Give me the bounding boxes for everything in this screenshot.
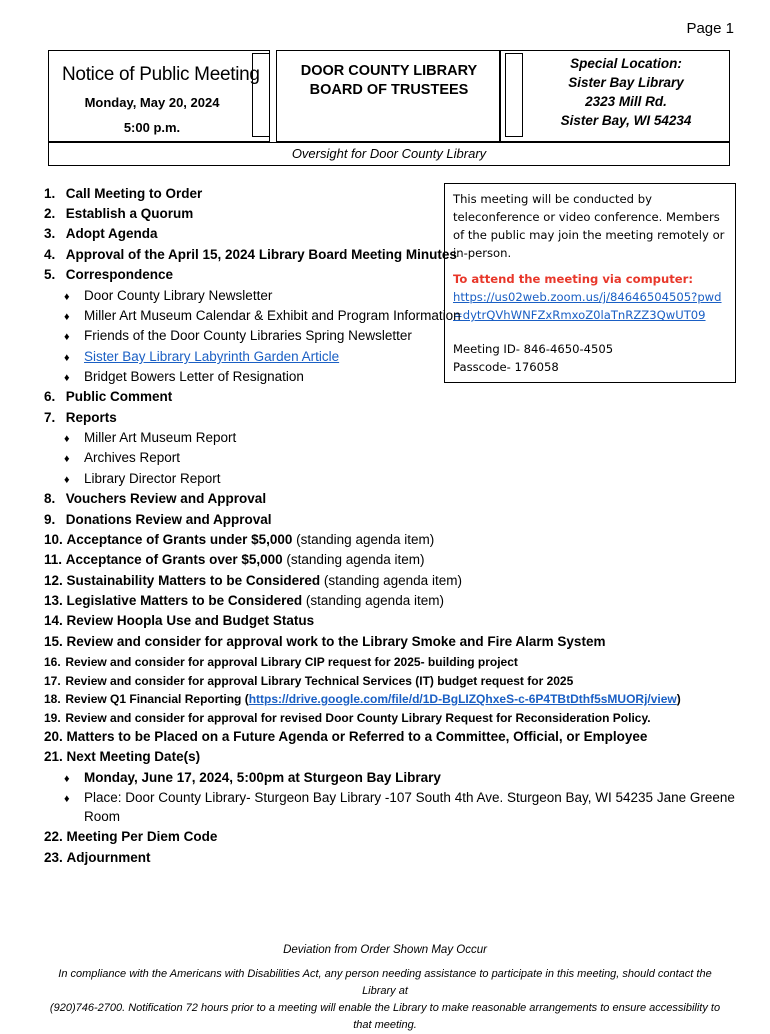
agenda-item [44, 612, 314, 630]
item-number: 6. [44, 389, 56, 404]
location-line3: 2323 Mill Rd. [585, 94, 667, 109]
agenda-subitem [44, 470, 221, 489]
agenda-item [44, 205, 193, 223]
item-text: Public Comment [65, 389, 173, 404]
agenda-item [44, 246, 457, 264]
agenda-item [44, 490, 266, 508]
agenda-item [44, 409, 117, 427]
ada-notice-line2: (920)746-2700. Notification 72 hours prior to a meeting will enable the Library to make reasonable arrangements to ensure accessibility to that meeting. [49, 1002, 721, 1031]
item-text: Review and consider for approval work to the Library Smoke and Fire Alarm System [66, 634, 606, 649]
item-text: Adjournment [66, 850, 151, 865]
agenda-subitem [44, 449, 180, 468]
remote-intro: This meeting will be conducted by teleconference or video conference. Members of the public may join the meeting remotely or in-person. [453, 192, 725, 260]
location-line4: Sister Bay, WI 54234 [560, 113, 692, 128]
item-number: 16. [44, 655, 61, 669]
item-text: Matters to be Placed on a Future Agenda or Referred to a Committee, Official, or Employee [66, 729, 648, 744]
agenda-item [44, 592, 444, 610]
item-text: Reports [65, 410, 117, 425]
item-number: 2. [44, 206, 56, 221]
item-number: 4. [44, 247, 56, 262]
item-number: 7. [44, 410, 56, 425]
item-number: 23. [44, 850, 63, 865]
item-number: 10. [44, 532, 63, 547]
bullet-icon: ♦ [64, 372, 70, 384]
item-text: Review Q1 Financial Reporting ( [65, 692, 249, 706]
agenda-item [44, 225, 158, 243]
agenda-item [44, 388, 172, 406]
agenda-item [44, 572, 462, 590]
agenda-subitem [44, 368, 304, 387]
board-title-line1: DOOR COUNTY LIBRARY [300, 63, 478, 79]
remote-info-box [444, 183, 736, 383]
item-number: 8. [44, 491, 56, 506]
item-text: Review and consider for approval Library CIP request for 2025- building project [65, 655, 518, 669]
agenda-item [44, 728, 647, 746]
agenda-subitem [44, 769, 441, 788]
zoom-link[interactable]: https://us02web.zoom.us/j/84646504505?pwd=dytrQVhWNFZxRmxoZ0laTnRZZ3QwUT09 [453, 290, 722, 322]
item-number: 13. [44, 593, 63, 608]
bullet-icon: ♦ [64, 433, 70, 445]
subitem-text: Door County Library Newsletter [84, 288, 273, 303]
item-text-close: ) [676, 692, 681, 706]
agenda-item [44, 531, 434, 549]
notice-title: Notice of Public Meeting [62, 64, 260, 85]
item-text: Sustainability Matters to be Considered [66, 573, 321, 588]
meeting-date: Monday, May 20, 2024 [84, 95, 220, 110]
subitem-text: Bridget Bowers Letter of Resignation [84, 369, 304, 384]
item-number: 5. [44, 267, 56, 282]
item-text: Acceptance of Grants over $5,000 [65, 552, 283, 567]
meeting-time: 5:00 p.m. [123, 120, 181, 135]
bullet-icon: ♦ [64, 453, 70, 465]
labyrinth-article-link[interactable]: Sister Bay Library Labyrinth Garden Article [84, 349, 340, 364]
attend-heading: To attend the meeting via computer: [453, 272, 693, 286]
item-text: Next Meeting Date(s) [66, 749, 201, 764]
item-note: (standing agenda item) [323, 573, 462, 588]
item-text: Meeting Per Diem Code [66, 829, 218, 844]
bullet-icon: ♦ [64, 352, 70, 364]
item-text: Approval of the April 15, 2024 Library Board Meeting Minutes [65, 247, 457, 262]
agenda-subitem [44, 429, 236, 448]
location-line1: Special Location: [570, 56, 682, 71]
bullet-icon: ♦ [64, 291, 70, 303]
item-text: Establish a Quorum [65, 206, 194, 221]
subitem-text: Archives Report [84, 450, 181, 465]
agenda-item [44, 653, 518, 671]
agenda-subitem-continued: Room [84, 809, 121, 824]
item-text: Correspondence [65, 267, 174, 282]
subitem-text: Miller Art Museum Report [84, 430, 237, 445]
item-text: Adopt Agenda [65, 226, 158, 241]
item-text: Review Hoopla Use and Budget Status [66, 613, 315, 628]
item-text: Acceptance of Grants under $5,000 [66, 532, 293, 547]
item-note: (standing agenda item) [305, 593, 444, 608]
subitem-text: Place: Door County Library- Sturgeon Bay Library -107 South 4th Ave. Sturgeon Bay, WI 54235 Jane Greene [84, 790, 735, 805]
item-number: 20. [44, 729, 63, 744]
agenda-item [44, 511, 272, 529]
subitem-text: Monday, June 17, 2024, 5:00pm at Sturgeon Bay Library [84, 770, 441, 785]
item-text: Call Meeting to Order [65, 186, 203, 201]
item-number: 19. [44, 711, 61, 725]
item-number: 17. [44, 674, 61, 688]
bullet-icon: ♦ [64, 474, 70, 486]
board-title-line2: BOARD OF TRUSTEES [309, 82, 469, 98]
ada-notice-line1: In compliance with the Americans with Disabilities Act, any person needing assistance to participate in this meeting, should contact the Library at [58, 968, 712, 997]
subitem-text: Miller Art Museum Calendar & Exhibit and Program Information [84, 308, 461, 323]
agenda-subitem [44, 789, 735, 808]
special-location [528, 54, 724, 130]
board-title [282, 62, 496, 100]
item-text: Review and consider for approval for revised Door County Library Request for Reconsideration Policy. [65, 711, 651, 725]
subitem-text: Library Director Report [84, 471, 221, 486]
item-note: (standing agenda item) [296, 532, 435, 547]
item-number: 14. [44, 613, 63, 628]
oversight-text: Oversight for Door County Library [291, 146, 487, 161]
bullet-icon: ♦ [64, 311, 70, 323]
item-number: 12. [44, 573, 63, 588]
agenda-item [44, 633, 605, 651]
location-line2: Sister Bay Library [568, 75, 684, 90]
meeting-id: Meeting ID- 846-4650-4505 [453, 342, 614, 356]
bullet-icon: ♦ [64, 773, 70, 785]
item-text: Donations Review and Approval [65, 512, 272, 527]
agenda-item [44, 828, 217, 846]
item-number: 1. [44, 186, 56, 201]
item-text: Vouchers Review and Approval [65, 491, 267, 506]
item-number: 3. [44, 226, 56, 241]
item-number: 11. [44, 552, 63, 567]
page-number: Page 1 [686, 20, 734, 37]
item-number: 22. [44, 829, 63, 844]
agenda-item [44, 266, 173, 284]
agenda-subitem [44, 327, 412, 346]
item-text: Legislative Matters to be Considered [66, 593, 303, 608]
agenda-item [44, 709, 651, 727]
deviation-note: Deviation from Order Shown May Occur [283, 944, 487, 956]
item-text: Review and consider for approval Library Technical Services (IT) budget request for 2025 [65, 674, 574, 688]
agenda-subitem [44, 348, 339, 367]
subitem-text: Friends of the Door County Libraries Spring Newsletter [84, 328, 412, 343]
item-number: 9. [44, 512, 56, 527]
item-number: 15. [44, 634, 63, 649]
bullet-icon: ♦ [64, 331, 70, 343]
agenda-subitem [44, 287, 272, 306]
agenda-item [44, 551, 425, 569]
financial-report-link[interactable]: https://drive.google.com/file/d/1D-BgLIZQhxeS-c-6P4TBtDthf5sMUORj/view [248, 692, 677, 706]
agenda-item [44, 690, 681, 708]
agenda-item [44, 672, 573, 690]
agenda-subitem [44, 307, 461, 326]
passcode: Passcode- 176058 [453, 360, 559, 374]
agenda-item [44, 748, 200, 766]
item-number: 18. [44, 692, 61, 706]
item-number: 21. [44, 749, 63, 764]
agenda-item [44, 185, 202, 203]
agenda-item [44, 849, 151, 867]
bullet-icon: ♦ [64, 793, 70, 805]
item-note: (standing agenda item) [286, 552, 425, 567]
